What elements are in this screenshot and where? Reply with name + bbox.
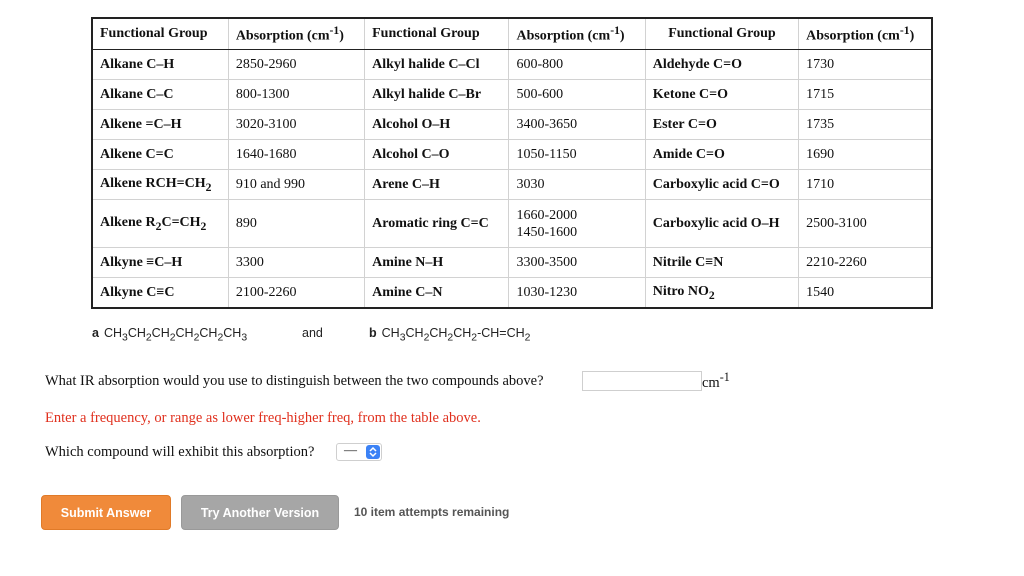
group-cell: Alkane C–C: [92, 80, 228, 110]
group-cell: Aromatic ring C=C: [365, 200, 509, 248]
group-cell: Alkyne C≡C: [92, 278, 228, 308]
group-cell: Alkene =C–H: [92, 110, 228, 140]
submit-answer-button[interactable]: Submit Answer: [41, 495, 171, 530]
table-row: [92, 278, 932, 308]
group-cell: Carboxylic acid O–H: [645, 200, 798, 248]
table-row: [92, 170, 932, 200]
header-functional-group: Functional Group: [645, 18, 798, 50]
compound-b: b $CH_3CH_2CH_2CH_2-CH=CH_2$: [369, 326, 531, 344]
absorption-cell: 1660-2000 1450-1600: [509, 200, 645, 248]
table-row: [92, 110, 932, 140]
table-row: [92, 200, 932, 248]
unit-label: $cm^{-1}$: [702, 370, 730, 391]
group-cell: Nitrile C≡N: [645, 248, 798, 278]
absorption-cell: 1690: [799, 140, 932, 170]
absorption-cell: 3030: [509, 170, 645, 200]
absorption-cell: 910 and 990: [228, 170, 364, 200]
question-which-compound: Which compound will exhibit this absorption?: [45, 444, 315, 460]
group-cell: Alkyl halide C–Cl: [365, 50, 509, 80]
absorption-cell: 2210-2260: [799, 248, 932, 278]
group-cell: Alkene $R_2C=CH_2$: [92, 200, 228, 248]
group-cell: Nitro $NO_2$: [645, 278, 798, 308]
absorption-cell: 1715: [799, 80, 932, 110]
group-cell: Alkyne ≡C–H: [92, 248, 228, 278]
absorption-cell: 1540: [799, 278, 932, 308]
group-cell: Amine N–H: [365, 248, 509, 278]
absorption-cell: 890: [228, 200, 364, 248]
absorption-cell: 3300: [228, 248, 364, 278]
table-row: [92, 50, 932, 80]
compound-a: a $CH_3CH_2CH_2CH_2CH_2CH_3$: [92, 326, 248, 344]
absorption-cell: 600-800: [509, 50, 645, 80]
question-ir-absorption: What IR absorption would you use to distinguish between the two compounds above?: [45, 373, 544, 389]
header-absorption: Absorption $(cm^{-1})$: [799, 18, 932, 50]
absorption-cell: 1730: [799, 50, 932, 80]
absorption-cell: 3020-3100: [228, 110, 364, 140]
absorption-cell: 500-600: [509, 80, 645, 110]
group-cell: Alcohol O–H: [365, 110, 509, 140]
header-functional-group: Functional Group: [365, 18, 509, 50]
group-cell: Arene C–H: [365, 170, 509, 200]
absorption-cell: 1030-1230: [509, 278, 645, 308]
header-absorption: Absorption $(cm^{-1})$: [509, 18, 645, 50]
and-text: and: [302, 326, 323, 340]
compound-select[interactable]: [336, 443, 382, 461]
select-arrows-icon[interactable]: [366, 445, 380, 459]
absorption-cell: 1710: [799, 170, 932, 200]
group-cell: Alkene C=C: [92, 140, 228, 170]
header-functional-group: Functional Group: [92, 18, 228, 50]
group-cell: Ester C=O: [645, 110, 798, 140]
absorption-cell: 3400-3650: [509, 110, 645, 140]
header-absorption: Absorption $(cm^{-1})$: [228, 18, 364, 50]
ir-absorption-table: [91, 17, 933, 309]
group-cell: Aldehyde C=O: [645, 50, 798, 80]
absorption-cell: 3300-3500: [509, 248, 645, 278]
try-another-version-button[interactable]: Try Another Version: [181, 495, 339, 530]
group-cell: Alkane C–H: [92, 50, 228, 80]
group-cell: Alkyl halide C–Br: [365, 80, 509, 110]
table-row: [92, 248, 932, 278]
absorption-cell: 2850-2960: [228, 50, 364, 80]
group-cell: Alcohol C–O: [365, 140, 509, 170]
absorption-cell: 1640-1680: [228, 140, 364, 170]
absorption-cell: 2100-2260: [228, 278, 364, 308]
absorption-cell: 1735: [799, 110, 932, 140]
group-cell: Carboxylic acid C=O: [645, 170, 798, 200]
table-row: [92, 140, 932, 170]
group-cell: Amine C–N: [365, 278, 509, 308]
table-row: [92, 80, 932, 110]
absorption-cell: 2500-3100: [799, 200, 932, 248]
hint-text: Enter a frequency, or range as lower freq-higher freq, from the table above.: [45, 410, 481, 426]
absorption-cell: 1050-1150: [509, 140, 645, 170]
compound-select-value: —: [344, 442, 357, 457]
group-cell: Alkene $RCH=CH_2$: [92, 170, 228, 200]
group-cell: Ketone C=O: [645, 80, 798, 110]
ir-absorption-input[interactable]: [582, 371, 702, 391]
absorption-cell: 800-1300: [228, 80, 364, 110]
group-cell: Amide C=O: [645, 140, 798, 170]
attempts-remaining: 10 item attempts remaining: [354, 505, 510, 519]
table-header-row: [92, 18, 932, 50]
